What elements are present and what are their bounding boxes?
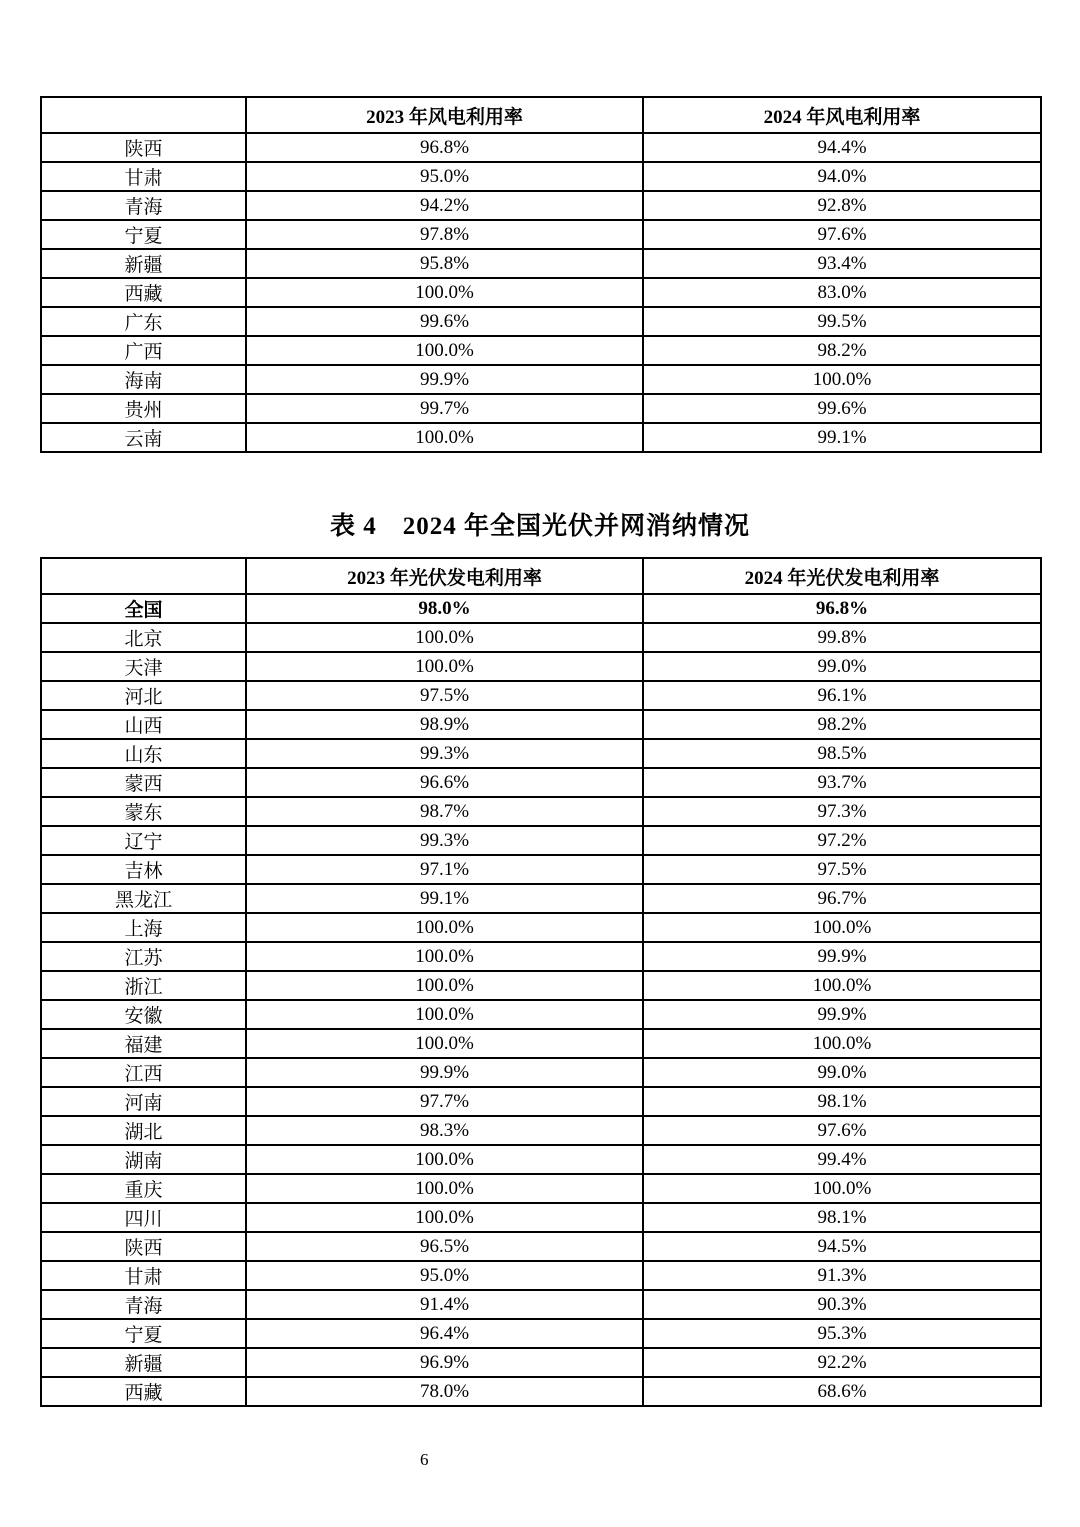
region-cell: 贵州	[41, 394, 246, 423]
table-row	[41, 1087, 1041, 1116]
value-cell: 100.0%	[643, 971, 1041, 1000]
value-cell: 92.8%	[643, 191, 1041, 220]
table-row	[41, 855, 1041, 884]
value-cell: 91.4%	[246, 1290, 643, 1319]
table-row	[41, 191, 1041, 220]
table-row	[41, 1058, 1041, 1087]
wind-table-header-row	[41, 97, 1041, 133]
value-cell: 100.0%	[246, 623, 643, 652]
region-cell: 广西	[41, 336, 246, 365]
value-cell: 100.0%	[643, 365, 1041, 394]
table-row	[41, 365, 1041, 394]
table-row	[41, 739, 1041, 768]
value-cell: 100.0%	[643, 1174, 1041, 1203]
table-row	[41, 423, 1041, 452]
value-cell: 99.0%	[643, 1058, 1041, 1087]
value-cell: 97.1%	[246, 855, 643, 884]
value-cell: 97.6%	[643, 1116, 1041, 1145]
value-cell: 97.7%	[246, 1087, 643, 1116]
value-cell: 100.0%	[246, 336, 643, 365]
value-cell: 100.0%	[246, 1203, 643, 1232]
table-row	[41, 1319, 1041, 1348]
region-cell: 山东	[41, 739, 246, 768]
table-row	[41, 710, 1041, 739]
table-row	[41, 797, 1041, 826]
table-row	[41, 1000, 1041, 1029]
wind-table-header-1: 2023 年风电利用率	[246, 97, 643, 133]
table-row	[41, 307, 1041, 336]
region-cell: 吉林	[41, 855, 246, 884]
table-row	[41, 1261, 1041, 1290]
value-cell: 99.1%	[643, 423, 1041, 452]
value-cell: 97.6%	[643, 220, 1041, 249]
value-cell: 95.8%	[246, 249, 643, 278]
value-cell: 95.3%	[643, 1319, 1041, 1348]
table-row	[41, 884, 1041, 913]
table-row	[41, 133, 1041, 162]
region-cell: 西藏	[41, 278, 246, 307]
region-cell: 北京	[41, 623, 246, 652]
table-row	[41, 1145, 1041, 1174]
region-cell: 新疆	[41, 249, 246, 278]
table4-title: 表 4 2024 年全国光伏并网消纳情况	[329, 513, 750, 540]
value-cell: 98.9%	[246, 710, 643, 739]
value-cell: 94.0%	[643, 162, 1041, 191]
table-row	[41, 1377, 1041, 1406]
value-cell: 99.7%	[246, 394, 643, 423]
table-row	[41, 249, 1041, 278]
value-cell: 100.0%	[246, 942, 643, 971]
table-row	[41, 220, 1041, 249]
value-cell: 100.0%	[246, 1000, 643, 1029]
region-cell: 甘肃	[41, 1261, 246, 1290]
table-row	[41, 971, 1041, 1000]
value-cell: 99.4%	[643, 1145, 1041, 1174]
region-cell: 黑龙江	[41, 884, 246, 913]
region-cell: 天津	[41, 652, 246, 681]
value-cell: 100.0%	[643, 913, 1041, 942]
region-cell: 江苏	[41, 942, 246, 971]
value-cell: 96.9%	[246, 1348, 643, 1377]
value-cell: 98.1%	[643, 1203, 1041, 1232]
value-cell: 100.0%	[246, 652, 643, 681]
region-cell: 陕西	[41, 1232, 246, 1261]
value-cell: 98.0%	[246, 594, 643, 623]
value-cell: 100.0%	[246, 423, 643, 452]
table-row	[41, 681, 1041, 710]
value-cell: 96.5%	[246, 1232, 643, 1261]
table-row	[41, 1203, 1041, 1232]
region-cell: 青海	[41, 1290, 246, 1319]
solar-table-header-2: 2024 年光伏发电利用率	[643, 558, 1041, 594]
value-cell: 100.0%	[246, 971, 643, 1000]
value-cell: 98.7%	[246, 797, 643, 826]
value-cell: 100.0%	[246, 913, 643, 942]
region-cell: 西藏	[41, 1377, 246, 1406]
region-cell: 陕西	[41, 133, 246, 162]
region-cell: 新疆	[41, 1348, 246, 1377]
table-row	[41, 1232, 1041, 1261]
wind-utilization-table	[40, 96, 1042, 453]
region-cell: 宁夏	[41, 1319, 246, 1348]
value-cell: 99.6%	[643, 394, 1041, 423]
solar-table-header-row	[41, 558, 1041, 594]
region-cell: 江西	[41, 1058, 246, 1087]
table-row	[41, 394, 1041, 423]
value-cell: 99.9%	[246, 365, 643, 394]
region-cell: 湖南	[41, 1145, 246, 1174]
value-cell: 97.3%	[643, 797, 1041, 826]
value-cell: 95.0%	[246, 1261, 643, 1290]
wind-table-header-2: 2024 年风电利用率	[643, 97, 1041, 133]
region-cell: 海南	[41, 365, 246, 394]
value-cell: 97.8%	[246, 220, 643, 249]
region-cell: 安徽	[41, 1000, 246, 1029]
region-cell: 河南	[41, 1087, 246, 1116]
value-cell: 94.4%	[643, 133, 1041, 162]
table-row	[41, 1174, 1041, 1203]
value-cell: 99.3%	[246, 826, 643, 855]
table-row	[41, 913, 1041, 942]
region-cell: 云南	[41, 423, 246, 452]
region-cell: 山西	[41, 710, 246, 739]
value-cell: 83.0%	[643, 278, 1041, 307]
region-cell: 福建	[41, 1029, 246, 1058]
value-cell: 96.8%	[246, 133, 643, 162]
table-row	[41, 1348, 1041, 1377]
value-cell: 94.5%	[643, 1232, 1041, 1261]
value-cell: 96.7%	[643, 884, 1041, 913]
region-cell: 辽宁	[41, 826, 246, 855]
value-cell: 68.6%	[643, 1377, 1041, 1406]
value-cell: 96.8%	[643, 594, 1041, 623]
value-cell: 93.7%	[643, 768, 1041, 797]
value-cell: 94.2%	[246, 191, 643, 220]
value-cell: 98.5%	[643, 739, 1041, 768]
value-cell: 95.0%	[246, 162, 643, 191]
value-cell: 78.0%	[246, 1377, 643, 1406]
region-cell: 重庆	[41, 1174, 246, 1203]
value-cell: 96.6%	[246, 768, 643, 797]
region-cell: 广东	[41, 307, 246, 336]
value-cell: 98.3%	[246, 1116, 643, 1145]
value-cell: 97.2%	[643, 826, 1041, 855]
table-row	[41, 278, 1041, 307]
region-cell: 四川	[41, 1203, 246, 1232]
value-cell: 93.4%	[643, 249, 1041, 278]
value-cell: 99.6%	[246, 307, 643, 336]
value-cell: 99.5%	[643, 307, 1041, 336]
region-cell: 蒙东	[41, 797, 246, 826]
value-cell: 96.4%	[246, 1319, 643, 1348]
value-cell: 100.0%	[246, 1145, 643, 1174]
table-row	[41, 1116, 1041, 1145]
page-number: 6	[420, 1450, 429, 1469]
value-cell: 96.1%	[643, 681, 1041, 710]
value-cell: 97.5%	[246, 681, 643, 710]
region-cell: 青海	[41, 191, 246, 220]
value-cell: 100.0%	[643, 1029, 1041, 1058]
solar-table-header-1: 2023 年光伏发电利用率	[246, 558, 643, 594]
table-row	[41, 162, 1041, 191]
value-cell: 91.3%	[643, 1261, 1041, 1290]
value-cell: 90.3%	[643, 1290, 1041, 1319]
table-row	[41, 942, 1041, 971]
table-row	[41, 768, 1041, 797]
table-row	[41, 336, 1041, 365]
table-row	[41, 623, 1041, 652]
value-cell: 98.2%	[643, 336, 1041, 365]
value-cell: 92.2%	[643, 1348, 1041, 1377]
solar-utilization-table	[40, 557, 1042, 1407]
value-cell: 100.0%	[246, 278, 643, 307]
value-cell: 99.3%	[246, 739, 643, 768]
table-row	[41, 1290, 1041, 1319]
wind-table-header-0	[41, 97, 246, 133]
value-cell: 99.9%	[643, 1000, 1041, 1029]
region-cell: 宁夏	[41, 220, 246, 249]
table-row	[41, 826, 1041, 855]
value-cell: 100.0%	[246, 1029, 643, 1058]
table-row	[41, 1029, 1041, 1058]
value-cell: 99.8%	[643, 623, 1041, 652]
region-cell: 甘肃	[41, 162, 246, 191]
value-cell: 99.1%	[246, 884, 643, 913]
value-cell: 100.0%	[246, 1174, 643, 1203]
region-cell: 蒙西	[41, 768, 246, 797]
value-cell: 99.0%	[643, 652, 1041, 681]
value-cell: 99.9%	[643, 942, 1041, 971]
table-row	[41, 652, 1041, 681]
region-cell: 河北	[41, 681, 246, 710]
region-cell: 湖北	[41, 1116, 246, 1145]
value-cell: 97.5%	[643, 855, 1041, 884]
region-cell: 上海	[41, 913, 246, 942]
value-cell: 99.9%	[246, 1058, 643, 1087]
value-cell: 98.2%	[643, 710, 1041, 739]
region-cell: 全国	[41, 594, 246, 623]
solar-table-header-0	[41, 558, 246, 594]
value-cell: 98.1%	[643, 1087, 1041, 1116]
table-row	[41, 594, 1041, 623]
region-cell: 浙江	[41, 971, 246, 1000]
